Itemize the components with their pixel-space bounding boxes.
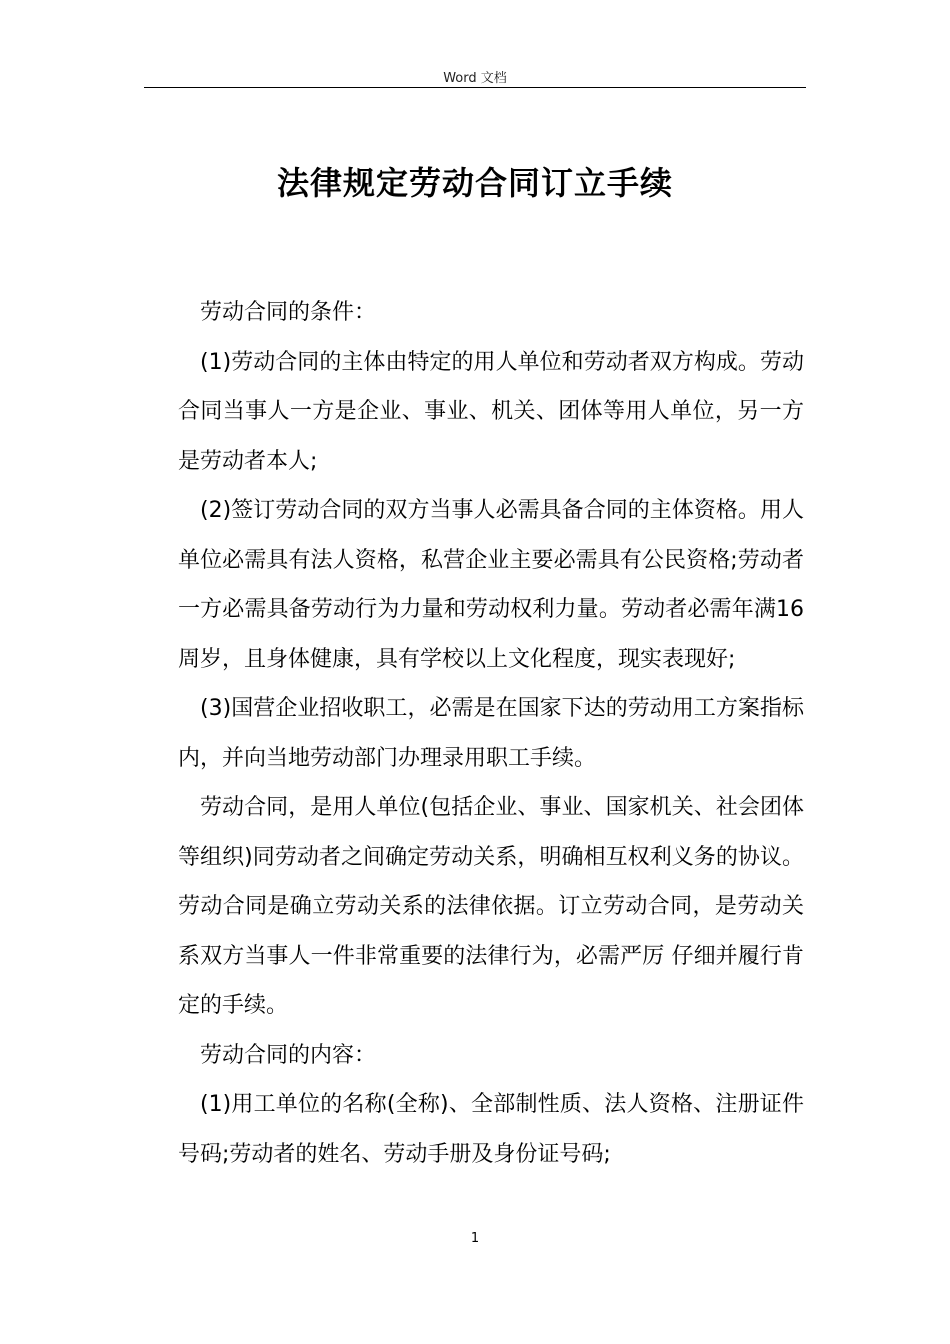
paragraph: (3)国营企业招收职工，必需是在国家下达的劳动用工方案指标内，并向当地劳动部门办理录用职工手续。 xyxy=(178,696,804,771)
paragraph: 劳动合同的内容： xyxy=(200,1042,377,1068)
paragraph: 劳动合同，是用人单位(包括企业、事业、国家机关、社会团体等组织)同劳动者之间确定劳动关系，明确相互权利义务的协议。劳动合同是确立劳动关系的法律依据。订立劳动合同，是劳动关系双方当事人一件非常重要的法律行为，必需严厉 仔细并履行肯定的手续。 xyxy=(178,795,804,1018)
document-body xyxy=(178,288,804,1179)
paragraph: (2)签订劳动合同的双方当事人必需具备合同的主体资格。用人单位必需具有法人资格，私营企业主要必需具有公民资格;劳动者一方必需具备劳动行为力量和劳动权利力量。劳动者必需年满16周岁，且身体健康，具有学校以上文化程度，现实表现好; xyxy=(178,498,804,672)
paragraph: 劳动合同的条件： xyxy=(200,300,377,325)
paragraph: (1)劳动合同的主体由特定的用人单位和劳动者双方构成。劳动合同当事人一方是企业、事业、机关、团体等用人单位，另一方是劳动者本人; xyxy=(178,349,804,474)
paragraph: (1)用工单位的名称(全称)、全部制性质、法人资格、注册证件号码;劳动者的姓名、劳动手册及身份证号码; xyxy=(178,1092,804,1167)
page-header-text: Word 文档 xyxy=(443,71,507,86)
header-divider xyxy=(144,87,806,88)
document-title: 法律规定劳动合同订立手续 xyxy=(276,164,673,202)
page-number: 1 xyxy=(470,1231,480,1246)
